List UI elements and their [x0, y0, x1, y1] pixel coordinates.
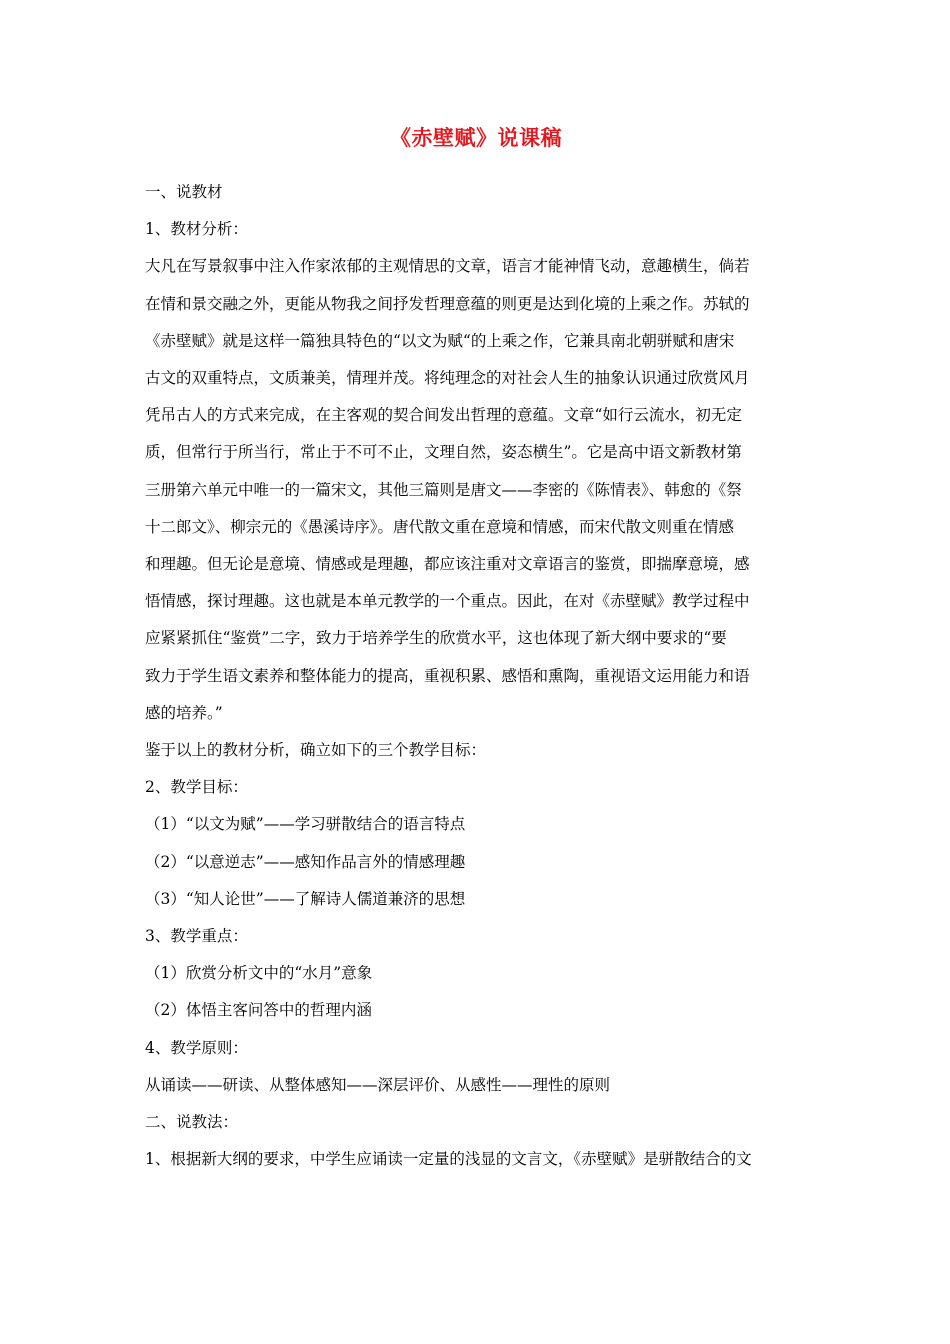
- goal-item: （1）“以文为赋”——学习骈散结合的语言特点: [145, 815, 466, 834]
- goal-item: （3）“知人论世”——了解诗人儒道兼济的思想: [145, 889, 466, 908]
- analysis-line: 十二郎文》、柳宗元的《愚溪诗序》。唐代散文重在意境和情感，而宋代散文则重在情感: [145, 517, 735, 536]
- analysis-line: 凭吊古人的方式来完成，在主客观的契合间发出哲理的意蕴。文章“如行云流水，初无定: [145, 406, 742, 425]
- analysis-line: 在情和景交融之外，更能从物我之间抒发哲理意蕴的则更是达到化境的上乘之作。苏轼的: [145, 294, 750, 313]
- analysis-line: 致力于学生语文素养和整体能力的提高，重视积累、感悟和熏陶，重视语文运用能力和语: [145, 666, 750, 685]
- analysis-line: 和理趣。但无论是意境、情感或是理趣，都应该注重对文章语言的鉴赏，即揣摩意境，感: [145, 555, 750, 574]
- section-heading-teaching-method: 二、说教法：: [145, 1113, 239, 1132]
- analysis-line: 应紧紧抓住“鉴赏”二字，致力于培养学生的欣赏水平，这也体现了新大纲中要求的“要: [145, 629, 727, 648]
- subheading-teaching-goals: 2、教学目标：: [145, 778, 248, 797]
- document-page: [145, 118, 807, 1178]
- section-heading-teaching-material: 一、说教材: [145, 183, 223, 201]
- subheading-teaching-principle: 4、教学原则：: [145, 1038, 248, 1057]
- analysis-paragraph: [145, 248, 807, 732]
- method-text: 1、根据新大纲的要求，中学生应诵读一定量的浅显的文言文，《赤壁赋》是骈散结合的文: [145, 1150, 752, 1169]
- goals-intro: 鉴于以上的教材分析，确立如下的三个教学目标：: [145, 741, 487, 760]
- analysis-line: 感的培养。”: [145, 703, 223, 722]
- document-title: 《赤壁赋》说课稿: [390, 125, 562, 150]
- analysis-line: 质，但常行于所当行，常止于不可不止，文理自然，姿态横生”。它是高中语文新教材第: [145, 443, 742, 462]
- analysis-line: 古文的双重特点，文质兼美，情理并茂。将纯理念的对社会人生的抽象认识通过欣赏风月: [145, 369, 750, 388]
- subheading-material-analysis: 1、教材分析：: [145, 220, 248, 239]
- analysis-line: 三册第六单元中唯一的一篇宋文，其他三篇则是唐文——李密的《陈情表》、韩愈的《祭: [145, 480, 742, 499]
- subheading-teaching-focus: 3、教学重点：: [145, 927, 248, 946]
- focus-item: （2）体悟主客问答中的哲理内涵: [145, 1001, 372, 1020]
- principle-text: 从诵读——研读、从整体感知——深层评价、从感性——理性的原则: [145, 1075, 611, 1094]
- focus-item: （1）欣赏分析文中的“水月”意象: [145, 964, 373, 983]
- analysis-line: 《赤壁赋》就是这样一篇独具特色的“以文为赋“的上乘之作，它兼具南北朝骈赋和唐宋: [145, 331, 735, 350]
- goal-item: （2）“以意逆志”——感知作品言外的情感理趣: [145, 852, 466, 871]
- analysis-line: 悟情感，探讨理趣。这也就是本单元教学的一个重点。因此，在对《赤壁赋》教学过程中: [145, 592, 750, 611]
- analysis-line: 大凡在写景叙事中注入作家浓郁的主观情思的文章，语言才能神情飞动，意趣横生，倘若: [145, 257, 750, 276]
